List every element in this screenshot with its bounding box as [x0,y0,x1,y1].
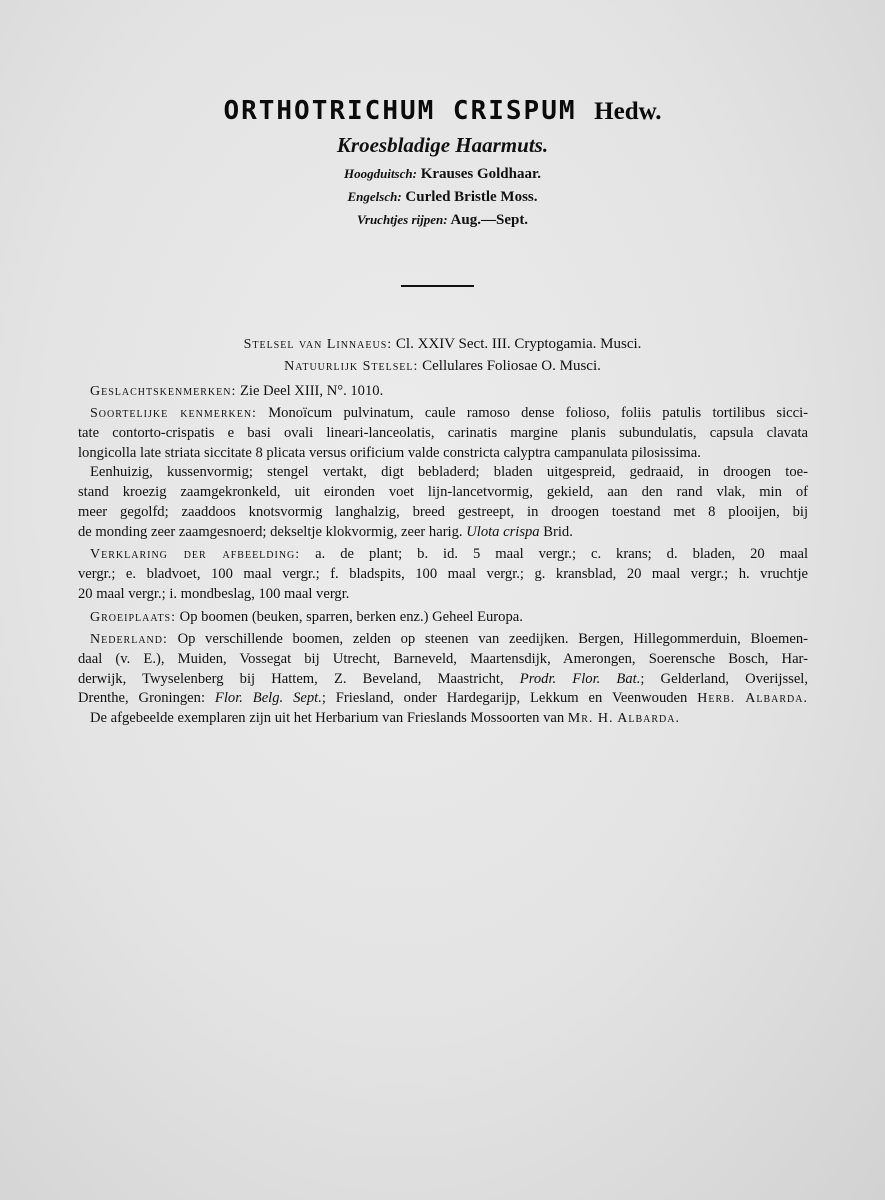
literature-reference: Flor. Belg. Sept. [214,690,322,707]
netherlands-distribution [78,630,808,729]
dutch-line: Eenhuizig, kussenvormig; stengel vertakt, digt bebladerd; bladen uitgespreid, gedraaid, in droogen toe- [90,464,808,481]
section-label: Geslachtskenmerken: [90,384,237,399]
herbarium-reference: Herb. Albarda. [697,691,808,707]
distribution-line: Op verschillende boomen, zelden op steenen van zeedijken. Bergen, Hillegommerduin, Bloemen- [177,631,808,647]
figure-line: 20 maal vergr.; i. mondbeslag, 100 maal vergr. [78,585,350,602]
genus-characters [78,382,808,402]
linnaeus-system [0,336,885,353]
vernacular-label: Hoogduitsch: [343,166,417,181]
synonym: Ulota crispa [466,523,540,540]
note-text: De afgebeelde exemplaren zijn uit het Herbarium van Frieslands Mossoorten van [90,710,565,727]
vernacular-label: Engelsch: [347,189,402,204]
section-text: Zie Deel XIII, N°. 1010. [240,383,384,399]
dutch-line: meer gegolfd; zaaddoos knotsvormig langhalzig, breed gestreept, in droogen toestand met 8 plooijen, bij [78,503,808,520]
collector-name: Mr. H. Albarda. [567,711,680,727]
latin-line: tate contorto-crispatis e basi ovali lineari-lanceolatis, carinatis margine planis subundulatis, capsula clavata [78,424,808,441]
figure-line: a. de plant; b. id. 5 maal vergr.; c. krans; d. bladen, 20 maal [315,546,808,562]
distribution-text: ; Gelderland, Overijssel, [640,670,808,687]
section-label: Soortelijke kenmerken: [90,406,257,421]
page-title [0,96,885,126]
section-label: Groeiplaats: [90,610,177,625]
section-label: Stelsel van Linnaeus: [243,337,393,352]
distribution-text: ; Friesland, onder Hardegarijp, Lekkum en Veenwouden [321,690,688,707]
divider-rule [401,285,474,287]
habitat [78,608,808,628]
vernacular-label: Vruchtjes rijpen: [356,212,448,227]
section-label: Verklaring der afbeelding: [90,547,301,562]
literature-reference: Prodr. Flor. Bat. [519,670,641,687]
synonym-author: Brid. [543,523,573,540]
section-label: Nederland: [90,632,168,647]
natural-system [0,358,885,375]
section-text: Cellulares Foliosae O. Musci. [422,358,601,374]
section-text: Cl. XXIV Sect. III. Cryptogamia. Musci. [395,336,642,352]
vernacular-text: Krauses Goldhaar. [420,166,542,182]
dutch-line: de monding zeer zaamgesnoerd; dekseltje klokvormig, zeer harig. [78,523,463,540]
distribution-line: daal (v. E.), Muiden, Vossegat bij Utrecht, Barneveld, Maartensdijk, Amerongen, Soerensche Bosch, Har- [78,650,808,667]
figure-explanation [78,545,808,604]
title-author: Hedw. [594,98,662,125]
dutch-line: stand kroezig zaamgekronkeld, uit eironden voet lijn-lancetvormig, gekield, aan den rand vlak, min of [78,484,808,501]
vernacular-text: Aug.—Sept. [450,212,529,228]
figure-line: vergr.; e. bladvoet, 100 maal vergr.; f. bladspits, 100 maal vergr.; g. kransblad, 20 maal vergr.; h. vruchtje [78,565,808,582]
section-label: Natuurlijk Stelsel: [284,359,419,374]
vernacular-ripening [0,212,885,229]
section-text: Op boomen (beuken, sparren, berken enz.) Geheel Europa. [179,609,523,625]
vernacular-german [0,166,885,183]
title-species: ORTHOTRICHUM CRISPUM [223,96,577,126]
latin-line: longicolla late striata siccitate 8 plicata versus orificium valde constricta calyptra campanulata pilosissima. [78,444,701,461]
vernacular-text: Curled Bristle Moss. [405,189,538,205]
distribution-text: derwijk, Twyselenberg bij Hattem, Z. Beveland, Maastricht, [78,670,504,687]
distribution-text: Drenthe, Groningen: [78,690,206,707]
vernacular-english [0,189,885,206]
species-characters [78,404,808,543]
page-subtitle: Kroesbladige Haarmuts. [336,133,549,157]
latin-line: Monoïcum pulvinatum, caule ramoso dense folioso, foliis patulis tortilibus sicci- [268,405,809,421]
